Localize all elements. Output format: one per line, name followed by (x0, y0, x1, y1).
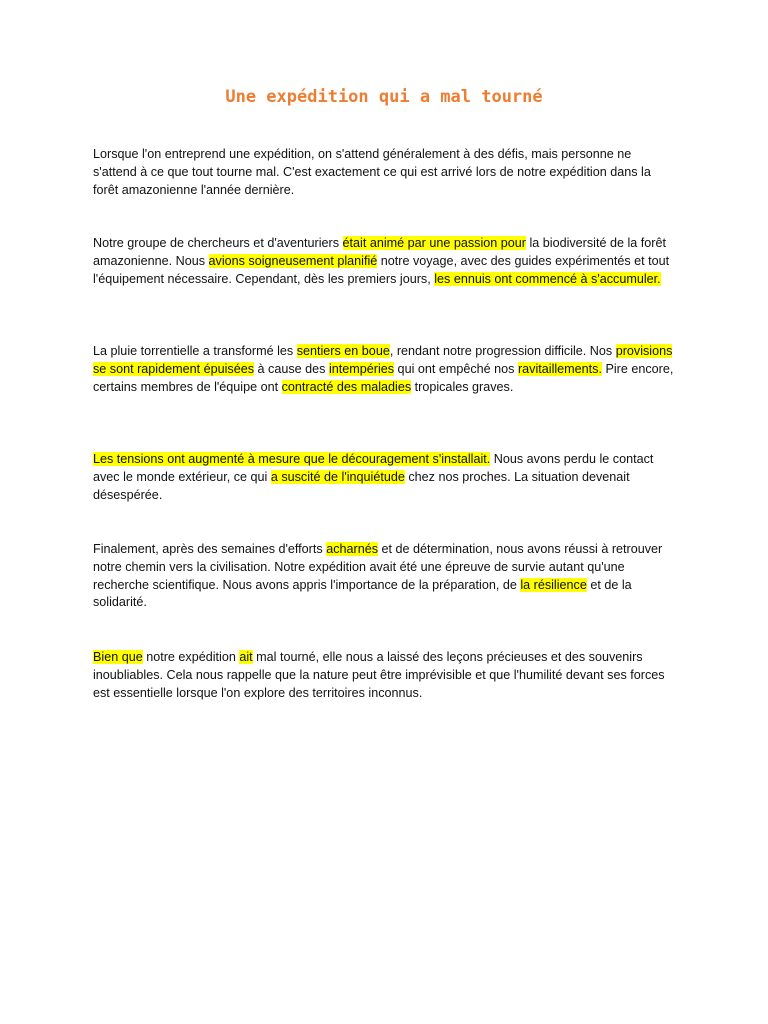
paragraph-2 (93, 235, 678, 288)
highlighted-text: sentiers en boue (296, 344, 390, 358)
document-title: Une expédition qui a mal tourné (225, 87, 543, 107)
paragraph-6 (93, 649, 678, 702)
paragraph-text: qui ont empêché nos (394, 361, 518, 376)
paragraph-text: Lorsque l'on entreprend une expédition, on s'attend généralement à des défis, mais personne ne s'attend à ce que tout tourne mal. C'est exactement ce qui est arrivé lors de notre expédition dans la forêt amazonienne l'année dernière. (93, 147, 651, 197)
highlighted-text: ravitaillements. (517, 361, 602, 376)
highlighted-text: provisions se sont rapidement épuisées (93, 344, 673, 376)
paragraph-text: chez nos proches. La situation devenait désespérée. (93, 469, 630, 502)
paragraph-text: et de la solidarité. (93, 577, 632, 610)
paragraph-text: , rendant notre progression difficile. Nos (389, 344, 616, 358)
paragraph-3 (93, 343, 678, 396)
paragraph-text: Finalement, après des semaines d'efforts (93, 542, 327, 556)
highlighted-text: la résilience (520, 577, 587, 592)
paragraph-text: La pluie torrentielle a transformé les (93, 344, 297, 358)
highlighted-text: les ennuis ont commencé à s'accumuler. (434, 271, 661, 286)
paragraph-5 (93, 541, 678, 612)
highlighted-text: a suscité de l'inquiétude (270, 469, 405, 484)
highlighted-text: contracté des maladies (281, 379, 412, 394)
paragraph-text: à cause des (254, 361, 329, 376)
highlighted-text: acharnés (326, 542, 378, 556)
highlighted-text: intempéries (328, 361, 395, 376)
highlighted-text: avions soigneusement planifié (208, 253, 378, 268)
paragraph-text: Nous avons perdu le contact avec le monde extérieur, ce qui (93, 452, 654, 484)
paragraph-text: Notre groupe de chercheurs et d'aventuriers (93, 236, 343, 250)
paragraph-4 (93, 451, 678, 504)
paragraph-text: mal tourné, elle nous a laissé des leçons précieuses et des souvenirs inoubliables. Cela nous rappelle que la nature peut être imprévisible et que l'humilité devant ses forces est essentielle lorsque l'on explore des territoires inconnus. (93, 650, 665, 700)
highlighted-text: ait (239, 650, 253, 664)
paragraph-text: notre voyage, avec des guides expérimentés et tout l'équipement nécessaire. Cependant, dès les premiers jours, (93, 253, 670, 286)
paragraph-text: tropicales graves. (411, 379, 514, 394)
highlighted-text: Les tensions ont augmenté à mesure que le découragement s'installait. (93, 452, 491, 466)
highlighted-text: était animé par une passion pour (342, 236, 526, 250)
highlighted-text: Bien que (93, 650, 143, 664)
paragraph-text: et de détermination, nous avons réussi à retrouver notre chemin vers la civilisation. Notre expédition avait été une épreuve de survie autant qu'une recherche scientifique. Nous avons appris l'importance de la préparation, de (93, 542, 663, 592)
paragraph-text: Pire encore, certains membres de l'équipe ont (93, 361, 674, 394)
paragraph-text: la biodiversité de la forêt amazonienne. Nous (93, 236, 666, 268)
paragraph-text: notre expédition (142, 650, 240, 664)
paragraph-1 (93, 146, 678, 199)
